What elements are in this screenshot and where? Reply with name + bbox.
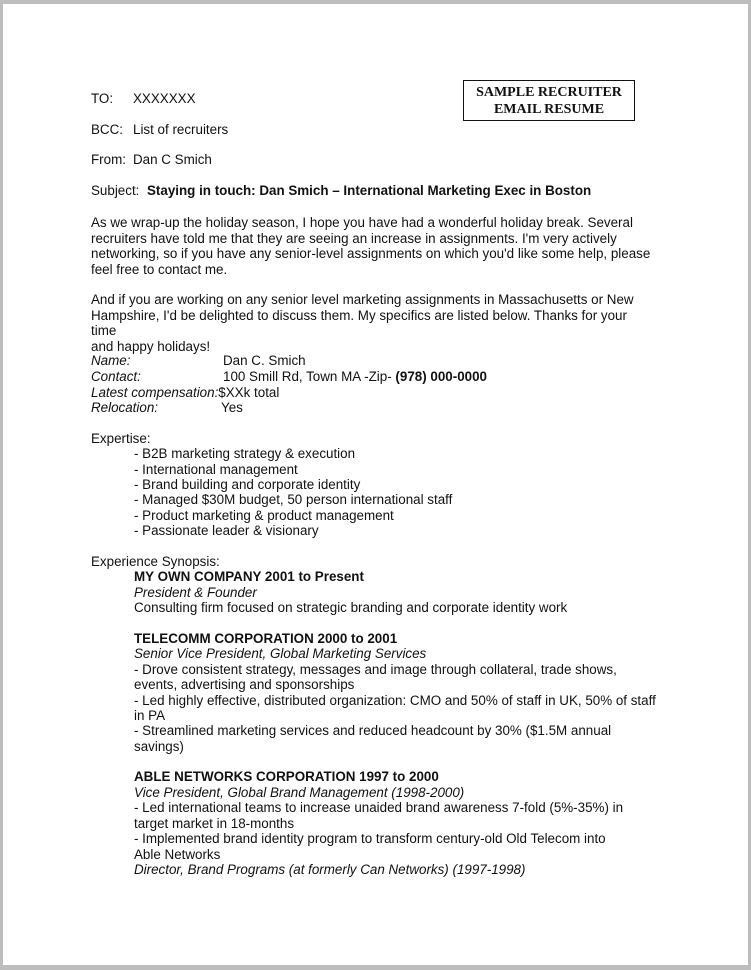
expertise-item: - International management	[134, 462, 298, 477]
expertise-item: - Product marketing & product management	[134, 508, 394, 523]
job-1-description: Consulting firm focused on strategic branding and corporate identity work	[134, 600, 568, 615]
paragraph-line: networking, so if you have any senior-level assignments on which you'd like some help, please	[91, 246, 651, 261]
job-3-title-2: Director, Brand Programs (at formerly Can Networks) (1997-1998)	[134, 862, 526, 877]
frame-left-border	[0, 0, 3, 970]
paragraph-1	[91, 215, 651, 277]
name-row	[91, 353, 306, 369]
relocation-label: Relocation:	[91, 400, 158, 415]
job-1-company: MY OWN COMPANY 2001 to Present	[134, 569, 364, 584]
expertise-heading: Expertise:	[91, 431, 151, 446]
job-3-line: Able Networks	[134, 847, 221, 862]
from-line	[91, 152, 212, 168]
name-label: Name:	[91, 353, 131, 368]
job-2-company: TELECOMM CORPORATION 2000 to 2001	[134, 631, 398, 646]
job-2-line: in PA	[134, 708, 166, 723]
frame-bottom-border	[0, 965, 751, 970]
job-2-title: Senior Vice President, Global Marketing Services	[134, 646, 427, 661]
compensation-label: Latest compensation:	[91, 385, 219, 400]
to-value: XXXXXXX	[133, 91, 196, 106]
expertise-item: - B2B marketing strategy & execution	[134, 446, 356, 461]
name-value: Dan C. Smich	[223, 353, 306, 368]
expertise-item: - Brand building and corporate identity	[134, 477, 361, 492]
contact-phone: (978) 000-0000	[395, 369, 487, 384]
frame-top-border	[0, 0, 751, 4]
from-label: From:	[91, 152, 126, 167]
subject-label: Subject:	[91, 183, 140, 198]
experience-heading: Experience Synopsis:	[91, 554, 220, 569]
paragraph-line: and happy holidays!	[91, 338, 211, 354]
sample-badge	[463, 80, 635, 121]
job-2-line: - Drove consistent strategy, messages and image through collateral, trade shows,	[134, 662, 617, 677]
expertise-item: - Managed $30M budget, 50 person international staff	[134, 492, 453, 507]
job-2-line: - Streamlined marketing services and reduced headcount by 30% ($1.5M annual	[134, 723, 612, 738]
job-2-line: - Led highly effective, distributed organization: CMO and 50% of staff in UK, 50% of staff	[134, 693, 656, 708]
subject-line	[91, 183, 591, 199]
job-1-title: President & Founder	[134, 585, 257, 600]
paragraph-line: As we wrap-up the holiday season, I hope you have had a wonderful holiday break. Several	[91, 215, 633, 230]
contact-label: Contact:	[91, 369, 141, 384]
relocation-row	[91, 400, 243, 416]
job-2-line: savings)	[134, 739, 184, 754]
compensation-value: $XXk total	[218, 385, 280, 400]
paragraph-line: recruiters have told me that they are seeing an increase in assignments. I'm very actively	[91, 230, 617, 246]
to-line	[91, 91, 196, 107]
paragraph-2	[91, 292, 651, 354]
expertise-item: - Passionate leader & visionary	[134, 523, 319, 538]
paragraph-line: feel free to contact me.	[91, 261, 228, 277]
paragraph-line: Hampshire, I'd be delighted to discuss them. My specifics are listed below. Thanks for your time	[91, 307, 627, 338]
contact-value: 100 Smill Rd, Town MA -Zip-	[223, 369, 396, 384]
job-2-line: events, advertising and sponsorships	[134, 677, 355, 692]
badge-line-1: SAMPLE RECRUITER	[476, 85, 622, 100]
compensation-row	[91, 385, 279, 401]
bcc-value: List of recruiters	[133, 122, 229, 137]
from-value: Dan C Smich	[133, 152, 212, 167]
relocation-value: Yes	[221, 400, 243, 415]
badge-line-2: EMAIL RESUME	[493, 102, 605, 117]
bcc-label: BCC:	[91, 122, 123, 137]
subject-value: Staying in touch: Dan Smich – International Marketing Exec in Boston	[147, 183, 592, 198]
job-3-company: ABLE NETWORKS CORPORATION 1997 to 2000	[134, 769, 439, 784]
bcc-line	[91, 122, 228, 138]
paragraph-line: And if you are working on any senior level marketing assignments in Massachusetts or New	[91, 292, 634, 307]
to-label: TO:	[91, 91, 114, 106]
job-3-line: - Led international teams to increase unaided brand awareness 7-fold (5%-35%) in	[134, 800, 624, 815]
contact-value-wrap	[223, 369, 487, 385]
job-3-line: target market in 18-months	[134, 816, 295, 831]
job-3-line: - Implemented brand identity program to transform century-old Old Telecom into	[134, 831, 606, 846]
job-3-title: Vice President, Global Brand Management (1998-2000)	[134, 785, 465, 800]
contact-row	[91, 369, 487, 385]
